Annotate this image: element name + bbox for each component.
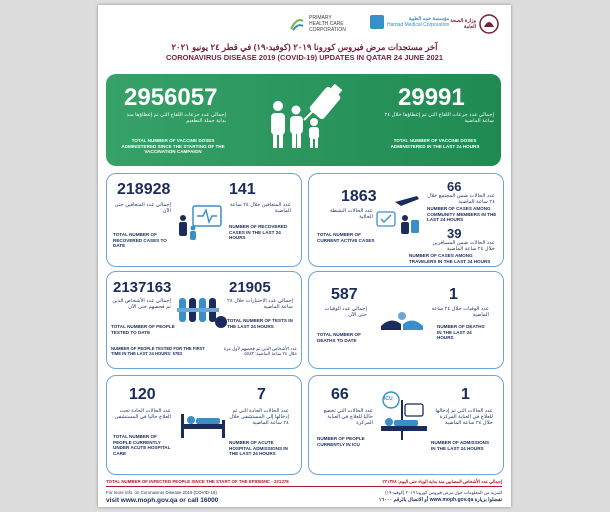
acute-admissions-label-ar: عدد الحالات الحادة التي تم إدخالها إلى المستشفى خلال ٢٤ ساعة الماضية — [229, 408, 289, 427]
community-cases-label-ar: عدد الحالات ضمن المجتمع خلال ٢٤ ساعة الماضية — [427, 193, 495, 206]
acute-current-label-ar: عدد الحالات الحادة تحت العلاج حاليا في المستشفى — [114, 408, 171, 421]
deaths-total-label-en: TOTAL NUMBER OF DEATHS TO DATE — [317, 332, 361, 343]
deaths-24h-value: 1 — [449, 286, 458, 303]
active-cases-card — [308, 173, 504, 267]
community-cases-label-en: NUMBER OF CASES AMONG COMMUNITY MEMBERS IN THE LAST 24 HOURS — [427, 206, 497, 223]
icu-bed-icon — [379, 390, 429, 442]
icu-card — [308, 375, 504, 475]
tests-card — [106, 271, 302, 369]
traveler-cases-label-ar: عدد الحالات ضمن المسافرين خلال ٢٤ ساعة الماضية — [432, 240, 495, 253]
website-phone-ar[interactable]: تفضلوا بزيارة www.moph.gov.qa أو الاتصال بالرقم ١٦٠٠٠ — [378, 497, 502, 503]
recovered-24h-label-ar: عدد المتعافين خلال ٢٤ ساعة الماضية — [229, 202, 291, 215]
doses-24h-value: 29991 — [398, 84, 465, 111]
acute-current-label-en: TOTAL NUMBER OF PEOPLE CURRENTLY UNDER ACUTE HOSPITAL CARE — [113, 434, 171, 456]
moph-logo — [446, 13, 499, 35]
title-english: CORONAVIRUS DISEASE 2019 (COVID-19) UPDATES IN QATAR 24 JUNE 2021 — [165, 53, 443, 62]
icu-admissions-label-en: NUMBER OF ADMISSIONS IN THE LAST 24 HOURS — [431, 440, 490, 451]
acute-admissions-label-en: NUMBER OF ACUTE HOSPITAL ADMISSIONS IN THE LAST 24 HOURS — [229, 440, 288, 457]
recovered-24h-value: 141 — [229, 181, 256, 198]
website-phone-en[interactable]: visit www.moph.gov.qa or call 16000 — [106, 497, 219, 504]
icu-admissions-label-ar: عدد الحالات التي تم إدخالها للعلاج في العناية المركزة خلال ٢٤ ساعة الماضية — [435, 408, 493, 427]
icu-current-label-en: NUMBER OF PEOPLE CURRENTLY IN ICU — [317, 436, 365, 447]
infographic-sheet — [98, 5, 511, 507]
infected-total-en: TOTAL NUMBER OF INFECTED PEOPLE SINCE THE START OF THE EPIDEMIC - 221378 — [106, 479, 289, 484]
vaccine-panel — [106, 74, 501, 166]
tests-total-label-ar: إجمالي عدد الأشخاص الذين تم فحصهم حتى الآن — [112, 298, 171, 311]
phcc-logo — [288, 15, 347, 33]
acute-current-value: 120 — [129, 386, 156, 403]
tests-total-label-en: TOTAL NUMBER OF PEOPLE TESTED TO DATE — [111, 324, 175, 335]
travel-community-icon — [375, 194, 421, 238]
title-arabic: آخر مستجدات مرض فيروس كورونا ٢٠١٩ (كوفيد-١٩) في قطر ٢٤ يونيو ٢٠٢١ — [171, 42, 438, 52]
active-cases-value: 1863 — [341, 188, 377, 205]
hmc-logo-en: Hamad Medical Corporation — [387, 22, 450, 28]
total-doses-value: 2956057 — [124, 84, 218, 111]
traveler-cases-value: 39 — [447, 226, 462, 241]
recovered-total-label-en: TOTAL NUMBER OF RECOVERED CASES TO DATE — [113, 232, 167, 249]
deaths-24h-label-en: NUMBER OF DEATHS IN THE LAST 24 HOURS — [437, 324, 485, 341]
total-doses-label-ar: إجمالي عدد جرعات اللقاح التي تم إعطاؤها منذ بداية حملة التطعيم — [126, 112, 226, 125]
first-time-tested-en: NUMBER OF PEOPLE TESTED FOR THE FIRST TIME IN THE LAST 24 HOURS: 5783 — [111, 346, 205, 356]
tests-24h-value: 21905 — [229, 279, 271, 296]
hmc-emblem-icon — [370, 15, 384, 29]
icu-icon-label: ICU — [384, 396, 393, 402]
doses-24h-label-en: TOTAL NUMBER OF VACCINE DOSES ADMINISTERED IN THE LAST 24 HOURS — [390, 138, 480, 149]
total-doses-label-en: TOTAL NUMBER OF VACCINE DOSES ADMINISTERED SINCE THE STARTING OF THE VACCINATION CAMPAIGN — [121, 138, 225, 155]
first-time-tested-ar: عدد الأشخاص الذين تم فحصهم لأول مرة خلال ٢٤ ساعة الماضية: ٥٧٨٣ — [223, 346, 297, 357]
footer-divider — [106, 486, 502, 487]
moph-logo-text: وزارة الصحة العامة — [450, 18, 476, 30]
recovered-total-value: 218928 — [117, 181, 171, 198]
recovered-24h-label-en: NUMBER OF RECOVERED CASES IN THE LAST 24 HOURS — [229, 224, 288, 241]
recovered-total-label-ar: إجمالي عدد المتعافين حتى الآن — [114, 202, 171, 215]
active-cases-label-ar: عدد الحالات النشطة الحالية — [329, 208, 373, 221]
deaths-24h-label-ar: عدد الوفيات خلال ٢٤ ساعة الماضية — [431, 306, 489, 319]
recovered-card — [106, 173, 302, 267]
phcc-logo-text: PRIMARY HEALTH CARE CORPORATION — [309, 15, 346, 33]
more-info-en: For more info. on Coronavirus Disease 2019 (COVID-19) — [106, 490, 217, 495]
deaths-card — [308, 271, 504, 369]
recovered-family-icon — [175, 204, 225, 242]
test-tubes-icon — [177, 294, 229, 332]
icu-admissions-value: 1 — [461, 386, 470, 403]
tests-total-value: 2137163 — [113, 279, 172, 296]
hands-flower-icon — [379, 308, 425, 332]
hmc-logo-ar: مؤسسة حمد الطبية — [408, 16, 450, 22]
logo-bar — [98, 13, 511, 41]
tests-24h-label-ar: إجمالي عدد الاختبارات خلال ٢٤ ساعة الماضية — [227, 298, 293, 311]
doses-24h-label-ar: إجمالي عدد جرعات اللقاح التي تم إعطاؤها خلال ٢٤ ساعة الماضية — [384, 112, 494, 125]
hmc-logo — [370, 15, 449, 29]
tests-24h-label-en: TOTAL NUMBER OF TESTS IN THE LAST 24 HOURS — [227, 318, 293, 329]
hospital-bed-icon — [179, 410, 227, 440]
acute-admissions-value: 7 — [257, 386, 266, 403]
deaths-total-value: 587 — [331, 286, 358, 303]
icu-current-label-ar: عدد الحالات التي تخضع حاليا للعلاج في العناية المركزة — [323, 408, 373, 427]
infected-total-ar: إجمالي عدد الأشخاص المصابين منذ بداية الوباء حتى اليوم: ٢٢١٣٧٨ — [382, 479, 502, 484]
qatar-emblem-icon — [479, 13, 499, 35]
traveler-cases-label-en: NUMBER OF CASES AMONG TRAVELERS IN THE LAST 24 HOURS — [409, 253, 491, 264]
more-info-ar: للمزيد من المعلومات حول مرض فيروس كورونا ٢٠١٩ (كوفيد-١٩) — [385, 490, 502, 495]
deaths-total-label-ar: إجمالي عدد الوفيات حتى الآن — [324, 306, 367, 319]
acute-care-card — [106, 375, 302, 475]
icu-current-value: 66 — [331, 386, 349, 403]
family-vaccine-icon — [264, 82, 350, 150]
community-cases-value: 66 — [447, 179, 462, 194]
active-cases-label-en: TOTAL NUMBER OF CURRENT ACTIVE CASES — [317, 232, 375, 243]
